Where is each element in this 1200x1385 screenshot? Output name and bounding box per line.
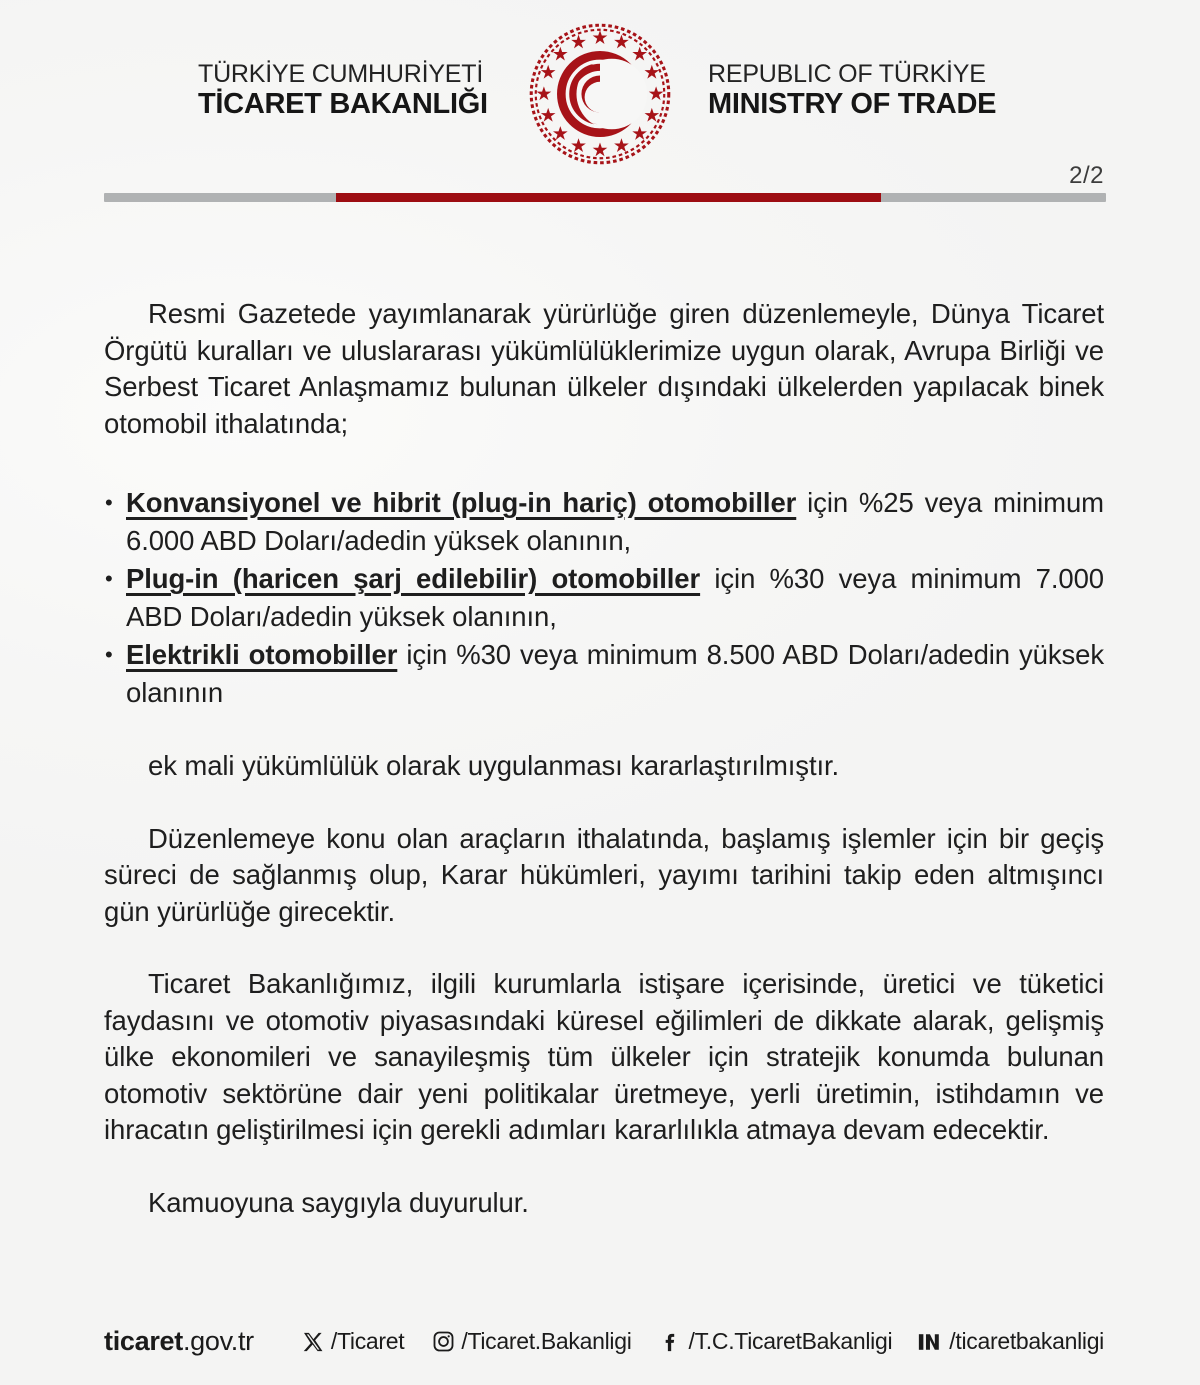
document-footer: [0, 1275, 1200, 1385]
social-handle-linkedin: /ticaretbakanligi: [949, 1328, 1104, 1354]
turkish-ministry-of-trade-emblem-icon: [508, 18, 692, 170]
brand-english-line2: MINISTRY OF TRADE: [708, 88, 997, 120]
spacer: [104, 442, 1104, 484]
header-divider-accent: [336, 193, 881, 202]
spacer: [104, 712, 1104, 748]
website-url[interactable]: [104, 1326, 254, 1357]
social-handle-facebook: /T.C.TicaretBakanligi: [688, 1328, 893, 1354]
social-handle-instagram: /Ticaret.Bakanligi: [461, 1328, 632, 1354]
social-handle-x: /Ticaret: [330, 1328, 405, 1354]
spacer: [104, 930, 1104, 966]
social-link-instagram[interactable]: [430, 1329, 631, 1355]
list-item: [104, 484, 1104, 560]
header-divider: [104, 193, 1106, 202]
social-link-x[interactable]: [300, 1329, 404, 1355]
social-link-facebook[interactable]: [658, 1329, 893, 1355]
instagram-icon: [430, 1329, 456, 1355]
intro-paragraph: Resmi Gazetede yayımlanarak yürürlüğe giren düzenlemeyle, Dünya Ticaret Örgütü kuralları ve uluslararası yükümlülüklerimize uygun olarak, Avrupa Birliği ve Serbest Ticaret Anlaşmamız bulunan ülkeler dışındaki ülkelerden yapılacak binek otomobil ithalatında;: [104, 298, 1104, 439]
website-url-suffix: .gov.tr: [182, 1326, 254, 1356]
brand-english-line1: REPUBLIC OF TÜRKİYE: [708, 60, 986, 88]
social-link-linkedin[interactable]: [918, 1329, 1104, 1355]
spacer: [104, 1149, 1104, 1185]
brand-turkish-line1: TÜRKİYE CUMHURİYETİ: [198, 60, 484, 88]
list-item-lead: Konvansiyonel ve hibrit (plug-in hariç) otomobiller: [126, 487, 797, 518]
sign-off-line: Kamuoyuna saygıyla duyurulur.: [148, 1186, 529, 1218]
list-item-lead: Plug-in (haricen şarj edilebilir) otomobiller: [126, 563, 701, 594]
paragraph-transition-period: Düzenlemeye konu olan araçların ithalatında, başlamış işlemler için bir geçiş süreci de sağlanmış olup, Karar hükümleri, yayımı tarihini takip eden altmışıncı gün yürürlüğe girecektir.: [104, 822, 1104, 927]
spacer: [104, 785, 1104, 821]
list-item-rest: için %30 veya minimum 8.500 ABD Doları/adedin yüksek olanının: [126, 639, 1104, 708]
list-item: [104, 636, 1104, 712]
list-item: [104, 560, 1104, 636]
website-url-bold: ticaret: [104, 1326, 183, 1356]
document-header: [0, 0, 1200, 215]
document-body: [104, 296, 1104, 1221]
paragraph-ministry-policy: Ticaret Bakanlığımız, ilgili kurumlarla istişare içerisinde, üretici ve tüketici faydasını ve otomotiv piyasasındaki küresel eğilimleri de dikkate alarak, gelişmiş ülke ekonomileri ve sanayileşmiş tüm ülkeler için stratejik konumda bulunan otomotiv sektörüne dair yeni politikalar üretmeye, yerli üretimin, istihdamın ve ihracatın geliştirilmesi için gerekli adımları kararlılıkla atmaya devam edecektir.: [104, 968, 1104, 1145]
brand-turkish: [198, 60, 498, 122]
facebook-icon: [658, 1329, 684, 1355]
brand-english: [708, 60, 1048, 122]
linkedin-icon: [918, 1329, 944, 1355]
x-twitter-icon: [300, 1329, 326, 1355]
measures-list: [104, 484, 1104, 712]
list-item-lead: Elektrikli otomobiller: [126, 639, 398, 670]
brand-turkish-line2: TİCARET BAKANLIĞI: [198, 88, 488, 120]
list-item-rest: için %30 veya minimum 7.000 ABD Doları/adedin yüksek olanının,: [126, 563, 1104, 632]
list-closing-line: ek mali yükümlülük olarak uygulanması kararlaştırılmıştır.: [148, 750, 840, 781]
list-item-rest: için %25 veya minimum 6.000 ABD Doları/adedin yüksek olanının,: [126, 487, 1104, 556]
page-number: 2/2: [1069, 162, 1104, 189]
social-links: [300, 1329, 1104, 1355]
